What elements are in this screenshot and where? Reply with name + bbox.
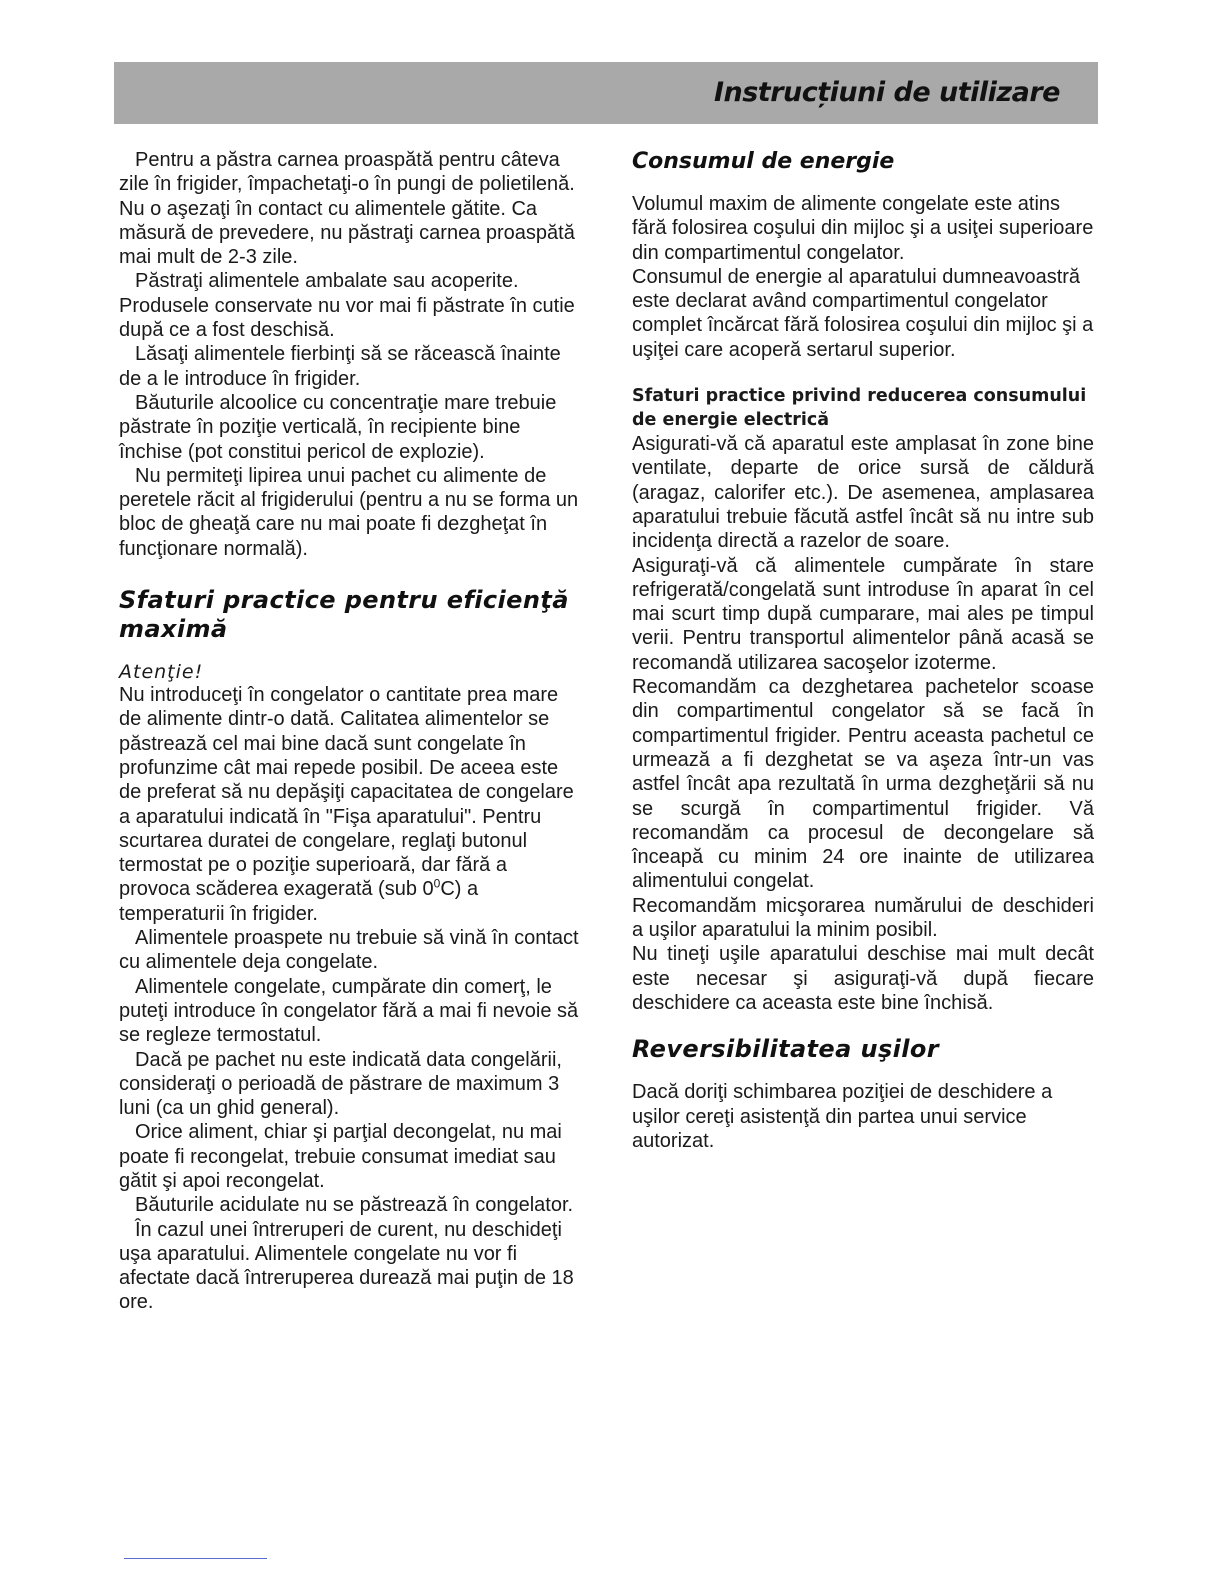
paragraph: Băuturile alcoolice cu concentraţie mare trebuie păstrate în poziţie verticală, în recipiente bine închise (pot constitui pericol de explozie). <box>119 391 557 463</box>
paragraph: Pentru a păstra carnea proaspătă pentru câteva zile în frigider, împachetaţi-o în pungi de polietilenă. Nu o aşezaţi în contact cu alimentele gătite. Ca măsură de prevedere, nu păstraţi carnea proaspătă mai mult de 2-3 zile. <box>119 149 575 269</box>
section-title-reversibility: Reversibilitatea uşilor <box>632 1035 940 1064</box>
page-header-bar <box>114 62 1098 124</box>
paragraph: Orice aliment, chiar şi parţial decongelat, nu mai poate fi recongelat, trebuie consumat imediat sau gătit şi apoi recongelat. <box>119 1121 562 1192</box>
section-title-energy: Consumul de energie <box>632 149 895 174</box>
paragraph: Alimentele proaspete nu trebuie să vină în contact cu alimentele deja congelate. <box>119 927 579 974</box>
paragraph: Asiguraţi-vă că alimentele cumpărate în stare refrigerată/congelată sunt introduse în aparat în cel mai scurt timp după cumparare, mai ales pe timpul verii. Pentru transportul alimentelor până acasă se recomandă utilizarea sacoşelor izoterme. <box>632 554 1094 674</box>
subsection-title-tips: Sfaturi practice privind reducerea consumului de energie electrică <box>632 386 1087 431</box>
paragraph: Păstraţi alimentele ambalate sau acoperite. Produsele conservate nu vor mai fi păstrate în cutie după ce a fost deschisă. <box>119 270 575 342</box>
paragraph: Lăsaţi alimentele fierbinţi să se răcească înainte de a le introduce în frigider. <box>119 343 561 390</box>
paragraph: Nu permiteţi lipirea unui pachet cu alimente de peretele răcit al frigiderului (pentru a nu se forma un bloc de gheaţă care nu mai poate fi dezgheţat în funcţionare normală). <box>119 464 579 560</box>
paragraph: Dacă doriţi schimbarea poziţiei de deschidere a uşilor cereţi asistenţă din partea unui service autorizat. <box>632 1081 1053 1152</box>
paragraph: Alimentele congelate, cumpărate din comerţ, le puteţi introduce în congelator fără a mai fi nevoie să se regleze termostatul. <box>119 975 579 1047</box>
left-column <box>119 148 581 1315</box>
page-header-title: Instrucțiuni de utilizare <box>713 77 1060 108</box>
warning-text-part1: Nu introduceţi în congelator o cantitate prea mare de alimente dintr-o dată. Calitatea alimentelor se păstrează cel mai bine dacă sunt congelate în profunzime cât mai repede posibil. De aceea este de preferat să nu depăşiţi capacitatea de congelare a aparatului indicată în "Fişa aparatului". Pentru scurtarea duratei de congelare, reglaţi butonul termostat pe o poziţie superioară, dar fără a provoca scăderea exagerată (sub 0 <box>119 684 574 901</box>
warning-sup: 0 <box>433 876 441 891</box>
paragraph: Consumul de energie al aparatului dumneavoastră este declarat având compartimentul congelator complet încărcat fără folosirea coşului din mijloc şi a uşiţei care acoperă sertarul superior. <box>632 265 1094 361</box>
warning-text-part2: C) a temperaturii în frigider. <box>119 878 479 925</box>
warning-paragraph <box>119 683 581 926</box>
paragraph: Dacă pe pachet nu este indicată data congelării, consideraţi o perioadă de păstrare de maximum 3 luni (ca un ghid general). <box>119 1048 562 1120</box>
paragraph: Volumul maxim de alimente congelate este atins fără folosirea coşului din mijloc şi a usiţei superioare din compartimentul congelator. <box>632 193 1094 264</box>
paragraph: Nu tineţi uşile aparatului deschise mai mult decât este necesar şi asiguraţi-vă după fiecare deschidere ca aceasta este bine închisă. <box>632 943 1094 1014</box>
paragraph: Recomandăm micşorarea numărului de deschideri a uşilor aparatului la minim posibil. <box>632 894 1094 942</box>
paragraph: Băuturile acidulate nu se păstrează în congelator. <box>135 1194 574 1217</box>
warning-label: Atenţie! <box>119 661 204 684</box>
section-title-efficiency: Sfaturi practice pentru eficienţă maximă <box>119 586 569 644</box>
footer-line <box>124 1558 267 1559</box>
paragraph: În cazul unei întreruperi de curent, nu deschideţi uşa aparatului. Alimentele congelate nu vor fi afectate dacă întreruperea durează mai puţin de 18 ore. <box>119 1218 574 1314</box>
right-column <box>632 148 1094 1153</box>
paragraph: Asigurati-vă că aparatul este amplasat în zone bine ventilate, departe de orice sursă de căldură (aragaz, calorifer etc.). De asemenea, amplasarea aparatului trebuie făcută astfel încât să nu intre sub incidenţa directă a razelor de soare. <box>632 433 1094 553</box>
paragraph: Recomandăm ca dezghetarea pachetelor scoase din compartimentul congelator să se facă în compartimentul frigider. Pentru aceasta pachetul ce urmează a fi dezghetat se va aşeza într-un vas astfel încât apa rezultată în urma dezgheţării să nu se scurgă în compartimentul frigider. Vă recomandăm ca procesul de decongelare să înceapă cu minim 24 ore inainte de utilizarea alimentului congelat. <box>632 676 1094 893</box>
